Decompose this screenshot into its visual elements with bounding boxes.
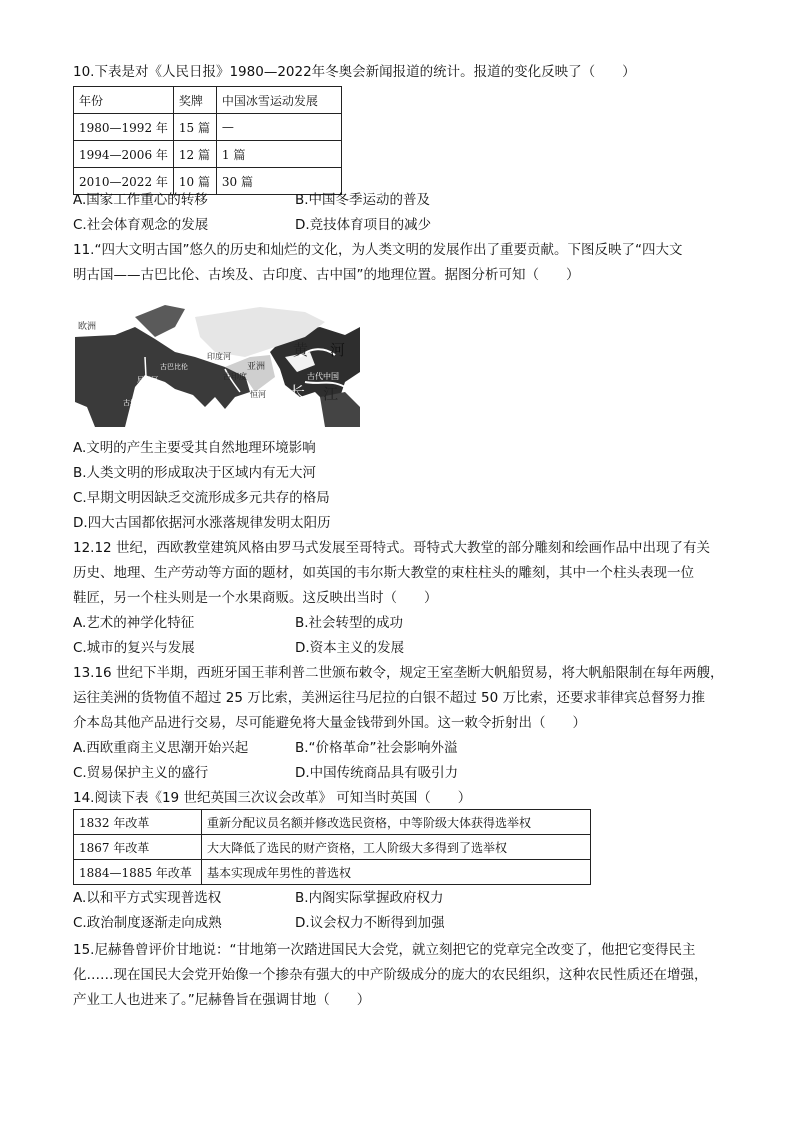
q14-stem: 14.阅读下表《19 世纪英国三次议会改革》 可知当时英国（ ） — [73, 790, 472, 806]
table-cell: 1884—1885 年改革 — [74, 860, 202, 885]
q14-option-c: C.政治制度逐渐走向成熟 — [73, 915, 222, 931]
table-cell: 基本实现成年男性的普选权 — [202, 860, 591, 885]
header-cell: 年份 — [74, 87, 174, 114]
table-cell: 1980—1992 年 — [74, 114, 174, 141]
q10-stem: 10.下表是对《人民日报》1980—2022年冬奥会新闻报道的统计。报道的变化反映了（ ） — [73, 64, 636, 80]
q12-option-a: A.艺术的神学化特征 — [73, 615, 195, 631]
table-row — [74, 810, 591, 835]
table-cell: 大大降低了选民的财产资格，工人阶级大多得到了选举权 — [202, 835, 591, 860]
q13-stem-line-3: 介本岛其他产品进行交易，尽可能避免将大量金钱带到外国。这一敕令折射出（ ） — [73, 715, 586, 731]
header-cell: 中国冰雪运动发展 — [216, 87, 341, 114]
map-label-ancient-china: 古代中国 — [307, 372, 339, 381]
q11-option-c: C.早期文明因缺乏交流形成多元共存的格局 — [73, 490, 330, 506]
map-label-yellow: 黄 — [293, 341, 309, 359]
map-label-chang: 长 — [290, 383, 306, 401]
table-row — [74, 141, 342, 168]
q12-option-c: C.城市的复兴与发展 — [73, 640, 195, 656]
q11-option-d: D.四大古国都依据河水涨落规律发明太阳历 — [73, 515, 331, 531]
map-label-nile: 尼罗河 — [137, 376, 158, 384]
table-cell: — — [216, 114, 341, 141]
table-cell: 12 篇 — [173, 141, 216, 168]
q14-option-a: A.以和平方式实现普选权 — [73, 890, 222, 906]
table-row — [74, 835, 591, 860]
map-label-jiang: 江 — [323, 385, 339, 403]
table-header-row — [74, 87, 342, 114]
q12-option-b: B.社会转型的成功 — [295, 615, 404, 631]
q11-option-a: A.文明的产生主要受其自然地理环境影响 — [73, 440, 316, 456]
q11-stem-line-2: 明古国——古巴比伦、古埃及、古印度、古中国”的地理位置。据图分析可知（ ） — [73, 267, 580, 283]
map-label-asia: 亚洲 — [247, 362, 266, 372]
q13-stem-line-1: 13.16 世纪下半期，西班牙国王菲利普二世颁布敕令，规定王室垄断大帆船贸易，将大帆船限制在每年两艘， — [73, 665, 724, 681]
q12-stem-line-1: 12.12 世纪，西欧教堂建筑风格由罗马式发展至哥特式。哥特式大教堂的部分雕刻和绘画作品中出现了有关 — [73, 540, 710, 556]
q10-option-c: C.社会体育观念的发展 — [73, 217, 209, 233]
q11-stem-line-1: 11.“四大文明古国”悠久的历史和灿烂的文化，为人类文明的发展作出了重要贡献。下图反映了“四大文 — [73, 242, 683, 258]
map-label-ancient-egypt: 古埃及 — [123, 399, 144, 407]
q15-stem-line-3: 产业工人也进来了。”尼赫鲁旨在强调甘地（ ） — [73, 992, 371, 1008]
q10-table — [73, 86, 342, 195]
q14-option-d: D.议会权力不断得到加强 — [295, 915, 445, 931]
map-label-babylon: 古巴比伦 — [160, 363, 188, 371]
q10-option-b: B.中国冬季运动的普及 — [295, 192, 431, 208]
table-cell: 1867 年改革 — [74, 835, 202, 860]
q14-table — [73, 809, 591, 885]
q13-option-a: A.西欧重商主义思潮开始兴起 — [73, 740, 249, 756]
q12-stem-line-2: 历史、地理、生产劳动等方面的题材，如英国的韦尔斯大教堂的束柱柱头的雕刻，其中一个柱头表现一位 — [73, 565, 694, 581]
map-label-ganges: 恒河 — [250, 390, 266, 399]
header-cell: 奖牌 — [173, 87, 216, 114]
map-label-europe: 欧洲 — [78, 322, 97, 332]
q10-option-a: A.国家工作重心的转移 — [73, 192, 208, 208]
q15-stem-line-2: 化……现在国民大会党开始像一个掺杂有强大的中产阶级成分的庞大的农民组织，这种农民性质还在增强， — [73, 967, 708, 983]
table-cell: 1832 年改革 — [74, 810, 202, 835]
table-cell: 1994—2006 年 — [74, 141, 174, 168]
table-cell: 15 篇 — [173, 114, 216, 141]
table-cell: 10 篇 — [173, 168, 216, 195]
q15-stem-line-1: 15.尼赫鲁曾评价甘地说：“甘地第一次踏进国民大会党，就立刻把它的党章完全改变了，他把它变得民主 — [73, 942, 696, 958]
q11-option-b: B.人类文明的形成取决于区域内有无大河 — [73, 465, 317, 481]
map-label-he: 河 — [330, 341, 346, 359]
table-cell: 2010—2022 年 — [74, 168, 174, 195]
q13-option-d: D.中国传统商品具有吸引力 — [295, 765, 459, 781]
map-label-indus: 印度河 — [207, 352, 231, 361]
table-row — [74, 114, 342, 141]
table-cell: 重新分配议员名额并修改选民资格，中等阶级大体获得选举权 — [202, 810, 591, 835]
table-cell: 30 篇 — [216, 168, 341, 195]
q12-option-d: D.资本主义的发展 — [295, 640, 405, 656]
q13-option-c: C.贸易保护主义的盛行 — [73, 765, 209, 781]
q13-stem-line-2: 运往美洲的货物值不超过 25 万比索，美洲运往马尼拉的白银不超过 50 万比索，还要求菲律宾总督努力推 — [73, 690, 706, 706]
map-label-ancient-india: 古印度 — [223, 372, 247, 381]
q12-stem-line-3: 鞋匠，另一个柱头则是一个水果商贩。这反映出当时（ ） — [73, 590, 438, 606]
q13-option-b: B.“价格革命”社会影响外溢 — [295, 740, 458, 756]
table-row — [74, 860, 591, 885]
q14-option-b: B.内阁实际掌握政府权力 — [295, 890, 444, 906]
ancient-civilizations-map — [75, 297, 360, 427]
table-cell: 1 篇 — [216, 141, 341, 168]
q10-option-d: D.竞技体育项目的减少 — [295, 217, 432, 233]
